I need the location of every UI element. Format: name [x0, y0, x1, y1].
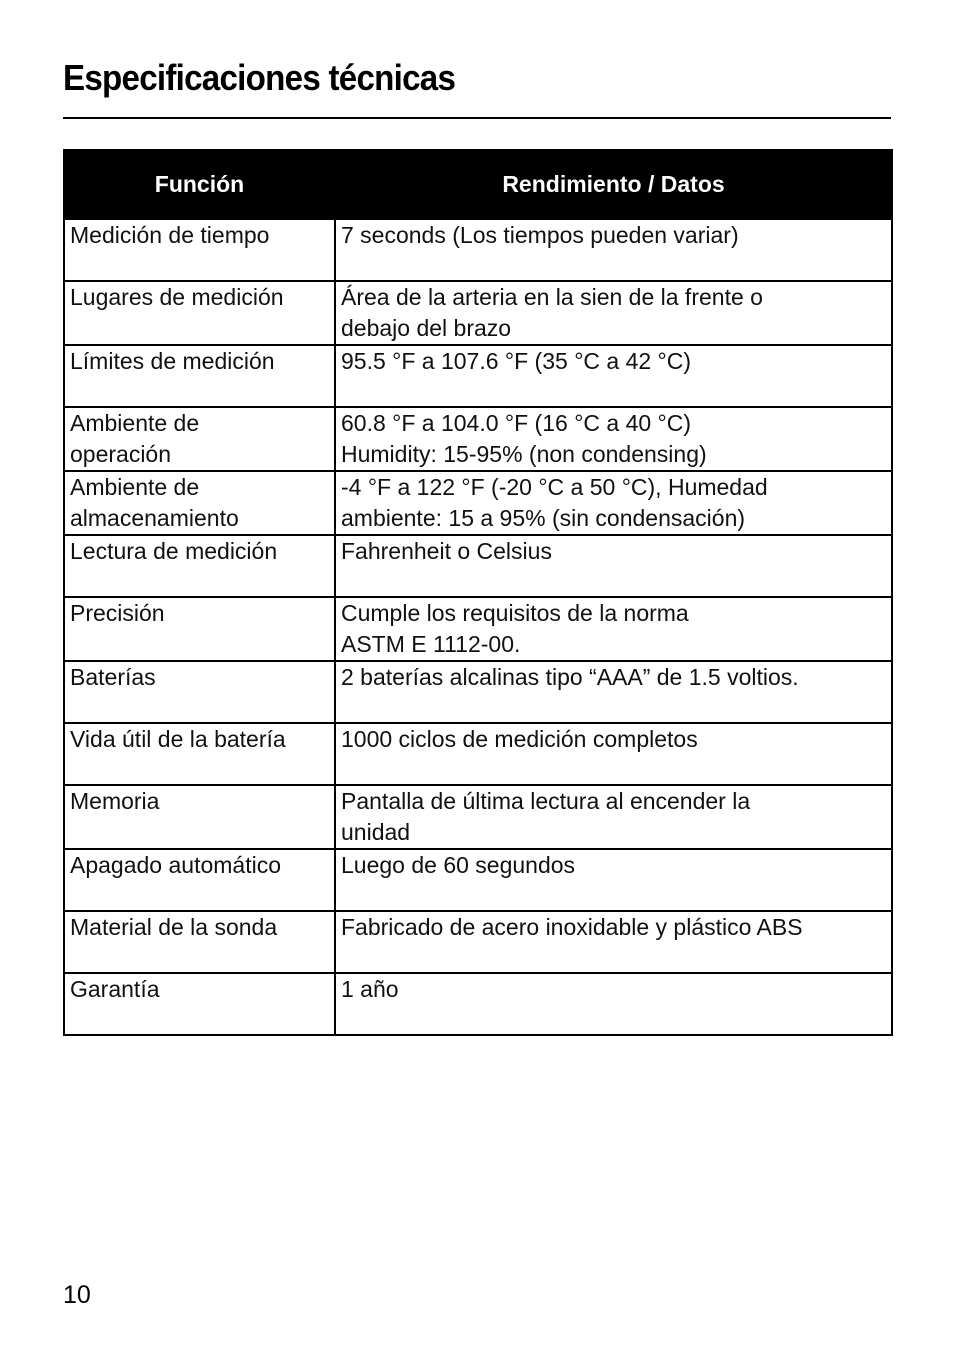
datos-text: Cumple los requisitos de la norma ASTM E 1112-00.: [341, 600, 689, 657]
funcion-cell: [64, 345, 335, 407]
datos-cell: [335, 407, 892, 471]
datos-cell: [335, 911, 892, 973]
funcion-text: Garantía: [70, 976, 160, 1002]
datos-cell: [335, 535, 892, 597]
table-header-row: [64, 150, 892, 219]
datos-cell: [335, 471, 892, 535]
funcion-cell: [64, 471, 335, 535]
datos-cell: [335, 661, 892, 723]
funcion-text: Medición de tiempo: [70, 222, 270, 248]
datos-cell: [335, 973, 892, 1035]
datos-text: Pantalla de última lectura al encender la unidad: [341, 788, 751, 845]
datos-text: 60.8 °F a 104.0 °F (16 °C a 40 °C) Humidity: 15-95% (non condensing): [341, 410, 707, 467]
datos-text: Fabricado de acero inoxidable y plástico ABS: [341, 914, 803, 940]
datos-text: Fahrenheit o Celsius: [341, 538, 552, 564]
table-row: [64, 219, 892, 281]
table-row: [64, 785, 892, 849]
datos-text: Luego de 60 segundos: [341, 852, 576, 878]
table-row: [64, 973, 892, 1035]
funcion-cell: [64, 785, 335, 849]
funcion-text: Baterías: [70, 664, 156, 690]
funcion-text: Vida útil de la batería: [70, 726, 286, 752]
funcion-cell: [64, 661, 335, 723]
datos-cell: [335, 597, 892, 661]
datos-text: 7 seconds (Los tiempos pueden variar): [341, 222, 739, 248]
title-divider: [63, 117, 891, 119]
table-row: [64, 723, 892, 785]
funcion-cell: [64, 723, 335, 785]
funcion-text: Lugares de medición: [70, 284, 284, 310]
datos-text: Área de la arteria en la sien de la frente o debajo del brazo: [341, 284, 763, 341]
funcion-cell: [64, 281, 335, 345]
funcion-cell: [64, 849, 335, 911]
funcion-cell: [64, 597, 335, 661]
datos-cell: [335, 849, 892, 911]
datos-cell: [335, 345, 892, 407]
table-row: [64, 849, 892, 911]
datos-cell: [335, 219, 892, 281]
funcion-text: Lectura de medición: [70, 538, 278, 564]
funcion-text: Ambiente de almacenamiento: [70, 474, 239, 531]
page-number: 10: [63, 1281, 91, 1309]
table-row: [64, 911, 892, 973]
table-row: [64, 661, 892, 723]
datos-cell: [335, 281, 892, 345]
page-title: Especificaciones técnicas: [63, 57, 456, 98]
table-row: [64, 345, 892, 407]
table-row: [64, 407, 892, 471]
funcion-cell: [64, 973, 335, 1035]
column-header-funcion: Función: [64, 150, 335, 219]
datos-text: -4 °F a 122 °F (-20 °C a 50 °C), Humedad ambiente: 15 a 95% (sin condensación): [341, 474, 768, 531]
column-header-rendimiento: Rendimiento / Datos: [335, 150, 892, 219]
specifications-table: [63, 149, 893, 1036]
datos-cell: [335, 723, 892, 785]
datos-text: 1000 ciclos de medición completos: [341, 726, 698, 752]
datos-text: 1 año: [341, 976, 399, 1002]
funcion-text: Memoria: [70, 788, 160, 814]
table-row: [64, 535, 892, 597]
funcion-text: Ambiente de operación: [70, 410, 200, 467]
funcion-cell: [64, 219, 335, 281]
datos-text: 2 baterías alcalinas tipo “AAA” de 1.5 voltios.: [341, 664, 799, 690]
table-row: [64, 471, 892, 535]
table-row: [64, 597, 892, 661]
funcion-cell: [64, 911, 335, 973]
table-row: [64, 281, 892, 345]
funcion-text: Precisión: [70, 600, 165, 626]
datos-cell: [335, 785, 892, 849]
datos-text: 95.5 °F a 107.6 °F (35 °C a 42 °C): [341, 348, 692, 374]
funcion-cell: [64, 407, 335, 471]
funcion-text: Apagado automático: [70, 852, 281, 878]
funcion-text: Límites de medición: [70, 348, 275, 374]
funcion-text: Material de la sonda: [70, 914, 278, 940]
funcion-cell: [64, 535, 335, 597]
